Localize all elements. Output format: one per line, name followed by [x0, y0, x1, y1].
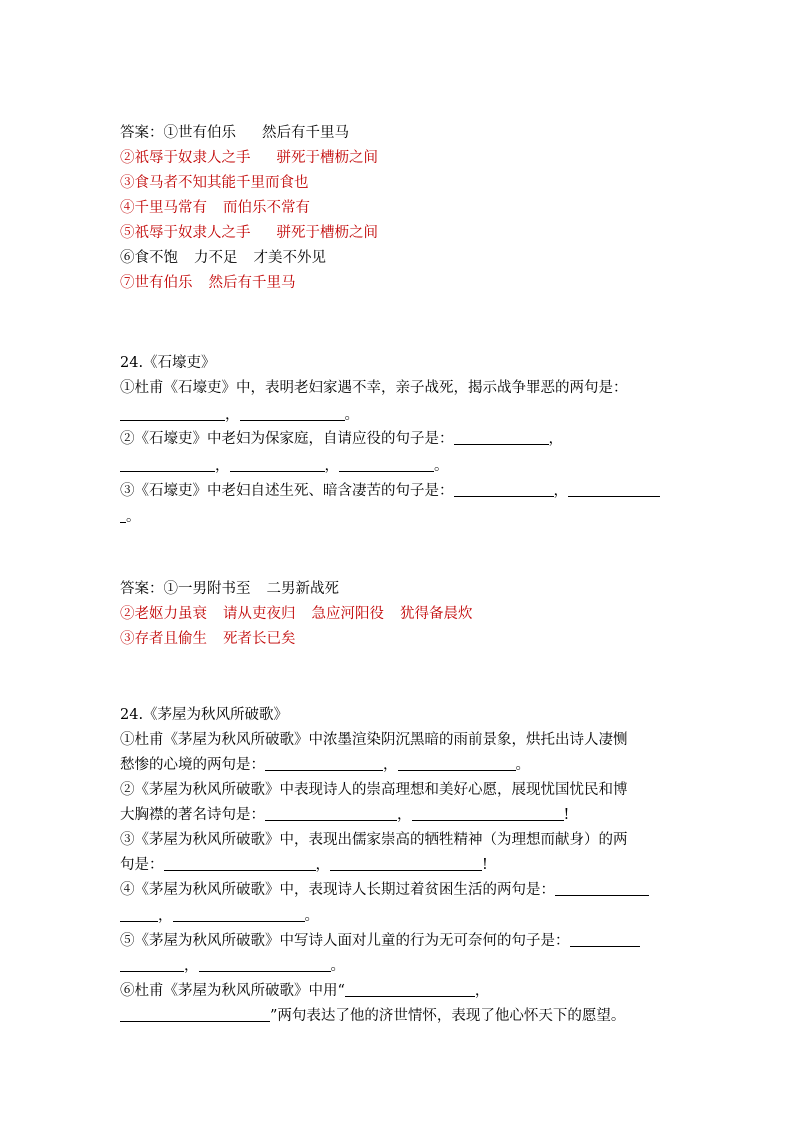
- answer-text: 二男新战死: [266, 581, 339, 597]
- question-m1b: 愁惨的心境的两句是： ， 。: [120, 757, 530, 773]
- answer-text: 力不足: [194, 250, 238, 266]
- question-m2b: 大胸襟的著名诗句是： ， !: [120, 807, 570, 823]
- answer-text: 急应河阳役: [311, 606, 384, 622]
- answer-line-6: [120, 248, 326, 268]
- answer-text: 才美不外见: [253, 250, 326, 266]
- question-3-end: 。: [120, 507, 141, 527]
- answer-text: 然后有千里马: [262, 125, 349, 141]
- fill-blank[interactable]: [345, 982, 475, 997]
- question-1-blanks: ， 。: [120, 405, 359, 425]
- answer-text: ⑤祇辱于奴隶人之手: [120, 225, 251, 241]
- answer-line-4: [120, 198, 310, 218]
- fill-blank[interactable]: [120, 1007, 270, 1022]
- answer-text: ④千里马常有: [120, 200, 207, 216]
- fill-blank[interactable]: [398, 756, 516, 771]
- answer-label: 答案：: [120, 581, 164, 597]
- answer-line-2: [120, 148, 378, 168]
- answer2-line-3: [120, 629, 296, 649]
- answer-text: ③存者且偷生: [120, 631, 207, 647]
- fill-blank[interactable]: [120, 907, 158, 922]
- question-2: ②《石壕吏》中老妇为保家庭，自请应役的句子是： ，: [120, 431, 563, 447]
- question-m5: ⑤《茅屋为秋风所破歌》中写诗人面对儿童的行为无可奈何的句子是：: [120, 931, 640, 951]
- fill-blank[interactable]: [568, 482, 660, 497]
- answer-text: ③食马者不知其能千里而食也: [120, 175, 309, 191]
- fill-blank[interactable]: [570, 932, 640, 947]
- answer-text: ②祇辱于奴隶人之手: [120, 150, 251, 166]
- answer-text: 骈死于槽枥之间: [276, 225, 378, 241]
- question-m4-end: ， 。: [120, 906, 319, 926]
- question-2-blanks: ， ， 。: [120, 456, 449, 476]
- question-3: ③《石壕吏》中老妇自述生死、暗含凄苦的句子是： ，: [120, 481, 660, 501]
- fill-blank[interactable]: [555, 881, 649, 896]
- answer-text: 犹得备晨炊: [400, 606, 473, 622]
- fill-blank[interactable]: [164, 856, 316, 871]
- fill-blank[interactable]: [120, 457, 215, 472]
- fill-blank[interactable]: [265, 806, 397, 821]
- section-title-maowu: 24.《茅屋为秋风所破歌》: [120, 707, 289, 723]
- answer-text: 而伯乐不常有: [223, 200, 310, 216]
- fill-blank[interactable]: [265, 756, 383, 771]
- answer2-line-2: [120, 604, 473, 624]
- question-m6b: ”两句表达了他的济世情怀，表现了他心怀天下的愿望。: [120, 1006, 625, 1026]
- fill-blank[interactable]: [173, 907, 305, 922]
- question-m6a: ⑥杜甫《茅屋为秋风所破歌》中用“ ，: [120, 983, 490, 999]
- answer2-line-1: [120, 579, 339, 599]
- answer-text: 然后有千里马: [208, 275, 296, 291]
- question-m2a: ②《茅屋为秋风所破歌》中表现诗人的崇高理想和美好心愿，展现忧国忧民和博: [120, 782, 628, 798]
- fill-blank[interactable]: [199, 957, 331, 972]
- section-title-shihao: 24.《石壕吏》: [120, 355, 216, 371]
- answer-text: ⑦世有伯乐: [120, 275, 193, 291]
- answer-text: ②老妪力虽衰: [120, 606, 207, 622]
- question-m3a: ③《茅屋为秋风所破歌》中，表现出儒家崇高的牺牲精神（为理想而献身）的两: [120, 832, 628, 848]
- fill-blank[interactable]: [339, 457, 434, 472]
- answer-text: 骈死于槽枥之间: [276, 150, 378, 166]
- answer-text: 死者长已矣: [223, 631, 296, 647]
- answer-label: 答案：: [120, 125, 164, 141]
- question-m5-end: ， 。: [120, 956, 345, 976]
- answer-line-7: [120, 273, 296, 293]
- fill-blank[interactable]: [454, 430, 549, 445]
- question-m1a: ①杜甫《茅屋为秋风所破歌》中浓墨渲染阴沉黑暗的雨前景象，烘托出诗人凄恻: [120, 732, 628, 748]
- answer-line-3: [120, 173, 309, 193]
- fill-blank[interactable]: [454, 482, 554, 497]
- fill-blank[interactable]: [120, 406, 225, 421]
- answer-line-5: [120, 223, 378, 243]
- fill-blank[interactable]: [330, 856, 482, 871]
- fill-blank[interactable]: [412, 806, 564, 821]
- answer-text: ①一男附书至: [163, 581, 251, 597]
- question-m4: ④《茅屋为秋风所破歌》中，表现诗人长期过着贫困生活的两句是：: [120, 880, 649, 900]
- answer-line-1: [120, 123, 349, 143]
- answer-text: 请从吏夜归: [223, 606, 296, 622]
- fill-blank[interactable]: [230, 457, 325, 472]
- question-m3b: 句是： ， !: [120, 857, 488, 873]
- answer-text: ⑥食不饱: [120, 250, 178, 266]
- fill-blank[interactable]: [120, 957, 184, 972]
- fill-blank[interactable]: [240, 406, 345, 421]
- answer-text: ①世有伯乐: [163, 125, 236, 141]
- question-1: ①杜甫《石壕吏》中，表明老妇家遇不幸，亲子战死，揭示战争罪恶的两句是：: [120, 380, 628, 396]
